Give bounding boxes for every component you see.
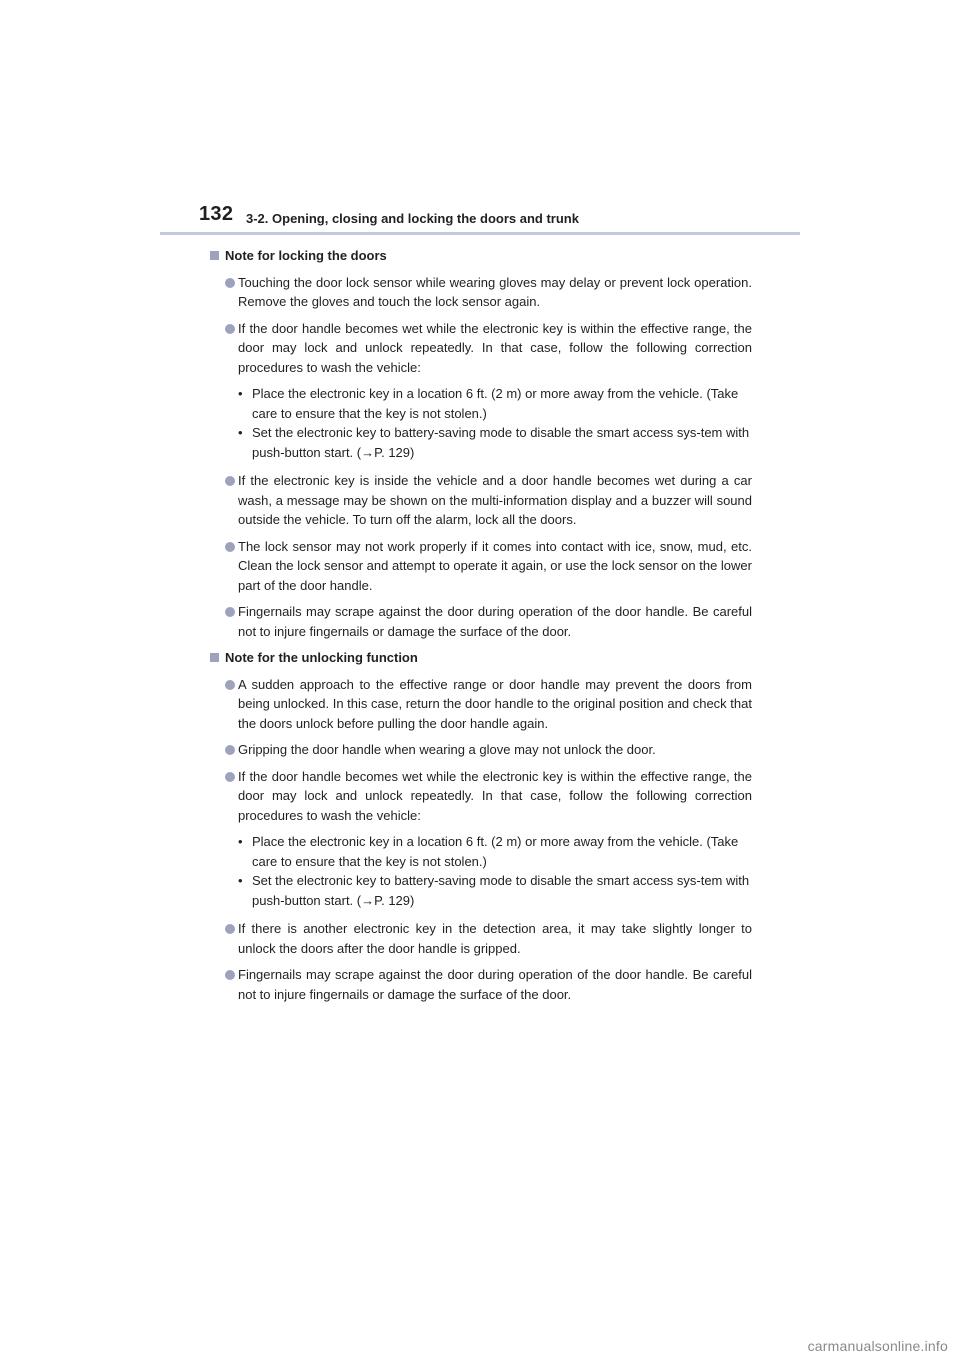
round-bullet-icon	[225, 745, 235, 755]
watermark: carmanualsonline.info	[807, 1338, 948, 1354]
section-title: Note for locking the doors	[225, 248, 387, 263]
bullet-item	[210, 675, 752, 734]
square-bullet-icon	[210, 653, 219, 662]
bullet-item	[210, 273, 752, 312]
sub-bullet-item	[210, 871, 752, 910]
bullet-item	[210, 319, 752, 378]
sub-bullet-text: Place the electronic key in a location 6 ft. (2 m) or more away from the vehicle. (Take care to ensure that the key is not stolen.)	[252, 834, 739, 869]
bullet-item	[210, 965, 752, 1004]
header-rule	[160, 232, 800, 235]
section-heading-locking	[210, 246, 752, 266]
page-number: 132	[199, 203, 234, 225]
sub-bullet-text: Place the electronic key in a location 6 ft. (2 m) or more away from the vehicle. (Take care to ensure that the key is not stolen.)	[252, 386, 739, 421]
sub-bullet-glyph: •	[238, 873, 243, 888]
round-bullet-icon	[225, 772, 235, 782]
bullet-text: Gripping the door handle when wearing a glove may not unlock the door.	[238, 742, 656, 757]
sub-bullet-glyph: •	[238, 834, 243, 849]
bullet-text: Touching the door lock sensor while wearing gloves may delay or prevent lock operation. Remove the gloves and touch the lock sensor again.	[238, 274, 752, 309]
bullet-text: Fingernails may scrape against the door during operation of the door handle. Be careful not to injure fingernails or damage the surface of the door.	[238, 604, 752, 639]
round-bullet-icon	[225, 680, 235, 690]
bullet-item	[210, 767, 752, 826]
section-heading-unlocking	[210, 648, 752, 668]
bullet-text: The lock sensor may not work properly if it comes into contact with ice, snow, mud, etc. Clean the lock sensor and attempt to operate it again, or use the lock sensor on the lower part of the door handle.	[238, 538, 752, 593]
chapter-title: 3-2. Opening, closing and locking the doors and trunk	[246, 211, 579, 226]
sub-bullet-item	[210, 384, 752, 423]
bullet-item	[210, 602, 752, 641]
round-bullet-icon	[225, 476, 235, 486]
round-bullet-icon	[225, 924, 235, 934]
bullet-text: Fingernails may scrape against the door during operation of the door handle. Be careful not to injure fingernails or damage the surface of the door.	[238, 967, 752, 1002]
section-title: Note for the unlocking function	[225, 650, 418, 665]
round-bullet-icon	[225, 607, 235, 617]
bullet-text: If the door handle becomes wet while the electronic key is within the effective range, the door may lock and unlock repeatedly. In that case, follow the following correction procedures to wash the vehicle:	[238, 768, 752, 823]
bullet-item	[210, 471, 752, 530]
bullet-text: If the electronic key is inside the vehicle and a door handle becomes wet during a car wash, a message may be shown on the multi-information display and a buzzer will sound outside the vehicle. To turn off the alarm, lock all the doors.	[238, 473, 752, 527]
round-bullet-icon	[225, 542, 235, 552]
bullet-item	[210, 919, 752, 958]
sub-bullet-item	[210, 423, 752, 462]
sub-bullet-item	[210, 832, 752, 871]
sub-bullet-text: Set the electronic key to battery-saving mode to disable the smart access sys-tem with push-button start. (→P. 129)	[252, 873, 750, 908]
bullet-item	[210, 740, 752, 760]
bullet-text: A sudden approach to the effective range or door handle may prevent the doors from being unlocked. In this case, return the door handle to the original position and check that the doors unlock before pulling the door handle again.	[238, 676, 752, 731]
round-bullet-icon	[225, 278, 235, 288]
round-bullet-icon	[225, 970, 235, 980]
bullet-text: If there is another electronic key in the detection area, it may take slightly longer to unlock the doors after the door handle is gripped.	[238, 921, 752, 956]
page-content	[210, 246, 752, 1011]
sub-bullet-glyph: •	[238, 386, 243, 401]
sub-bullet-glyph: •	[238, 425, 243, 440]
round-bullet-icon	[225, 324, 235, 334]
bullet-text: If the door handle becomes wet while the electronic key is within the effective range, the door may lock and unlock repeatedly. In that case, follow the following correction procedures to wash the vehicle:	[238, 320, 752, 375]
square-bullet-icon	[210, 251, 219, 260]
bullet-item	[210, 537, 752, 596]
sub-bullet-text: Set the electronic key to battery-saving mode to disable the smart access sys-tem with push-button start. (→P. 129)	[252, 425, 750, 460]
